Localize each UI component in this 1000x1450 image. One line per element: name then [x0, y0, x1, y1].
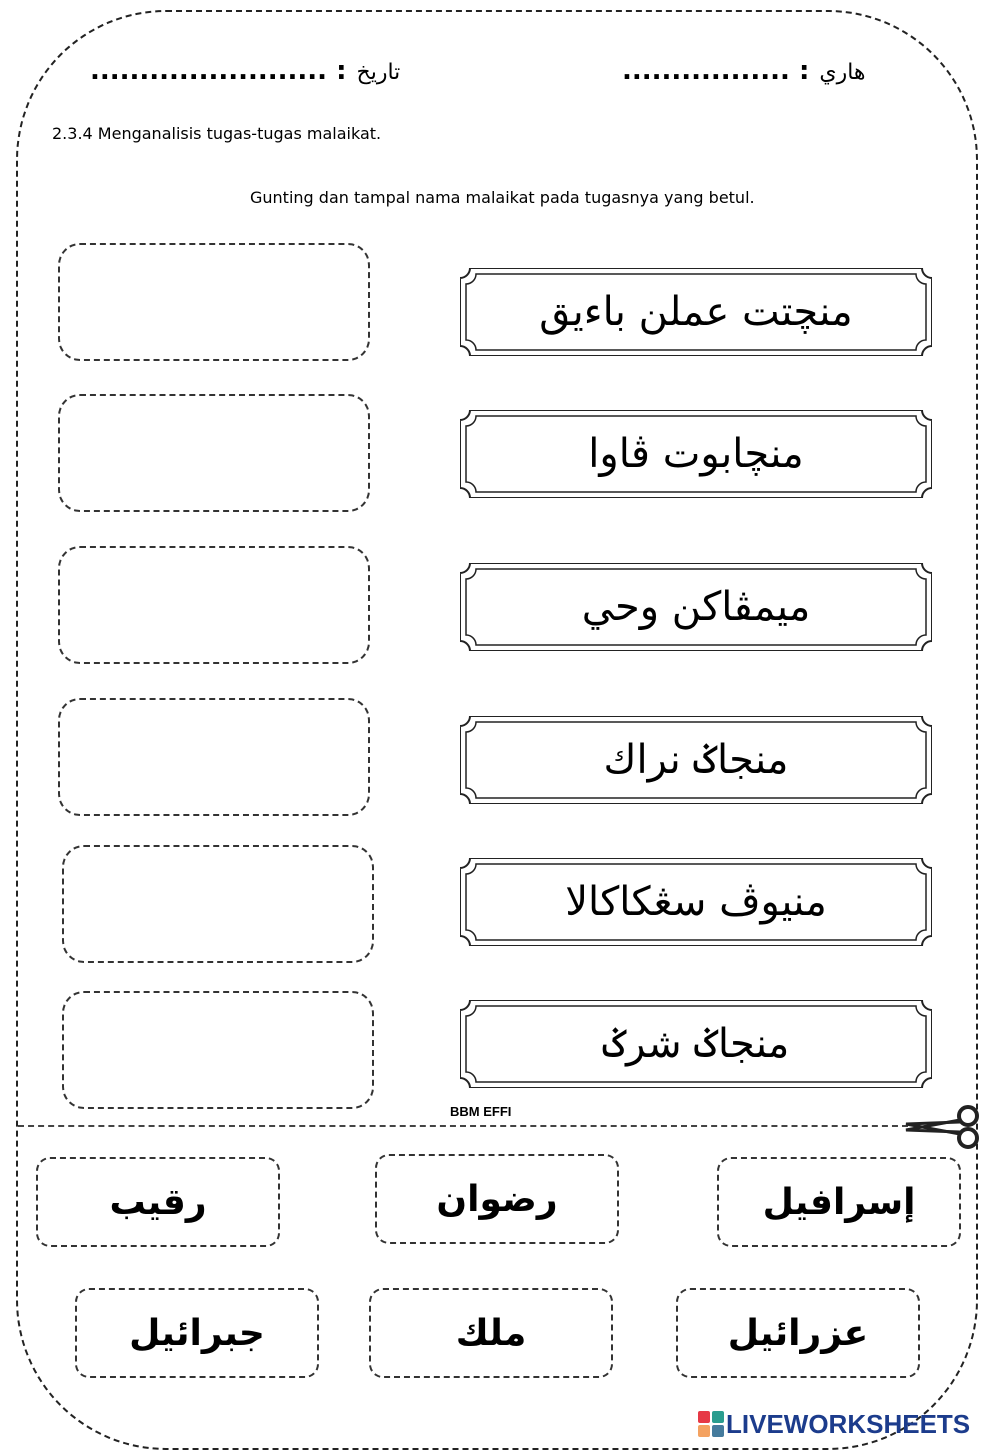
liveworksheets-brand: [698, 1410, 970, 1438]
drop-slot-2[interactable]: [58, 394, 370, 512]
cut-line: [18, 1125, 908, 1127]
date-field: [90, 56, 400, 86]
logo-square: [698, 1425, 710, 1437]
task-plaque-4: [460, 716, 932, 804]
task-text-4: منجاݢ نراك: [603, 737, 789, 783]
day-dots: ................. :: [622, 56, 810, 86]
task-plaque-3: [460, 563, 932, 651]
name-card-5[interactable]: ملك: [369, 1288, 613, 1378]
task-text-2: منچابوت ڤاوا: [588, 431, 804, 477]
name-card-2[interactable]: رضوان: [375, 1154, 619, 1244]
task-plaque-6: [460, 1000, 932, 1088]
brand-name: LIVEWORKSHEETS: [726, 1408, 971, 1439]
task-text-6: منجاݢ شرݢ: [602, 1021, 790, 1067]
name-card-1[interactable]: رقيب: [36, 1157, 280, 1247]
drop-slot-5[interactable]: [62, 845, 374, 963]
task-plaque-1: [460, 268, 932, 356]
scissors-icon: [904, 1104, 984, 1150]
task-text-3: ميمڤاكن وحي: [581, 584, 811, 630]
credit-label: BBM EFFI: [450, 1104, 512, 1119]
name-card-6[interactable]: عزرائيل: [676, 1288, 920, 1378]
instruction-text: Gunting dan tampal nama malaikat pada tugasnya yang betul.: [250, 188, 755, 207]
task-plaque-5: [460, 858, 932, 946]
name-card-3[interactable]: إسرافيل: [717, 1157, 961, 1247]
drop-slot-6[interactable]: [62, 991, 374, 1109]
logo-square: [712, 1411, 724, 1423]
date-dots: ........................ :: [90, 56, 347, 86]
name-card-4[interactable]: جبرائيل: [75, 1288, 319, 1378]
day-field: [622, 56, 866, 86]
date-label: تاريخ: [356, 60, 401, 85]
liveworksheets-logo-icon: [698, 1411, 724, 1437]
task-plaque-2: [460, 410, 932, 498]
drop-slot-4[interactable]: [58, 698, 370, 816]
day-label: هاري: [819, 60, 866, 85]
drop-slot-3[interactable]: [58, 546, 370, 664]
drop-slot-1[interactable]: [58, 243, 370, 361]
task-text-5: منيوڤ سڠكاكالا: [565, 879, 827, 925]
logo-square: [698, 1411, 710, 1423]
learning-standard: 2.3.4 Menganalisis tugas-tugas malaikat.: [52, 124, 382, 143]
task-text-1: منچتت عملن باءيق: [539, 289, 853, 335]
logo-square: [712, 1425, 724, 1437]
